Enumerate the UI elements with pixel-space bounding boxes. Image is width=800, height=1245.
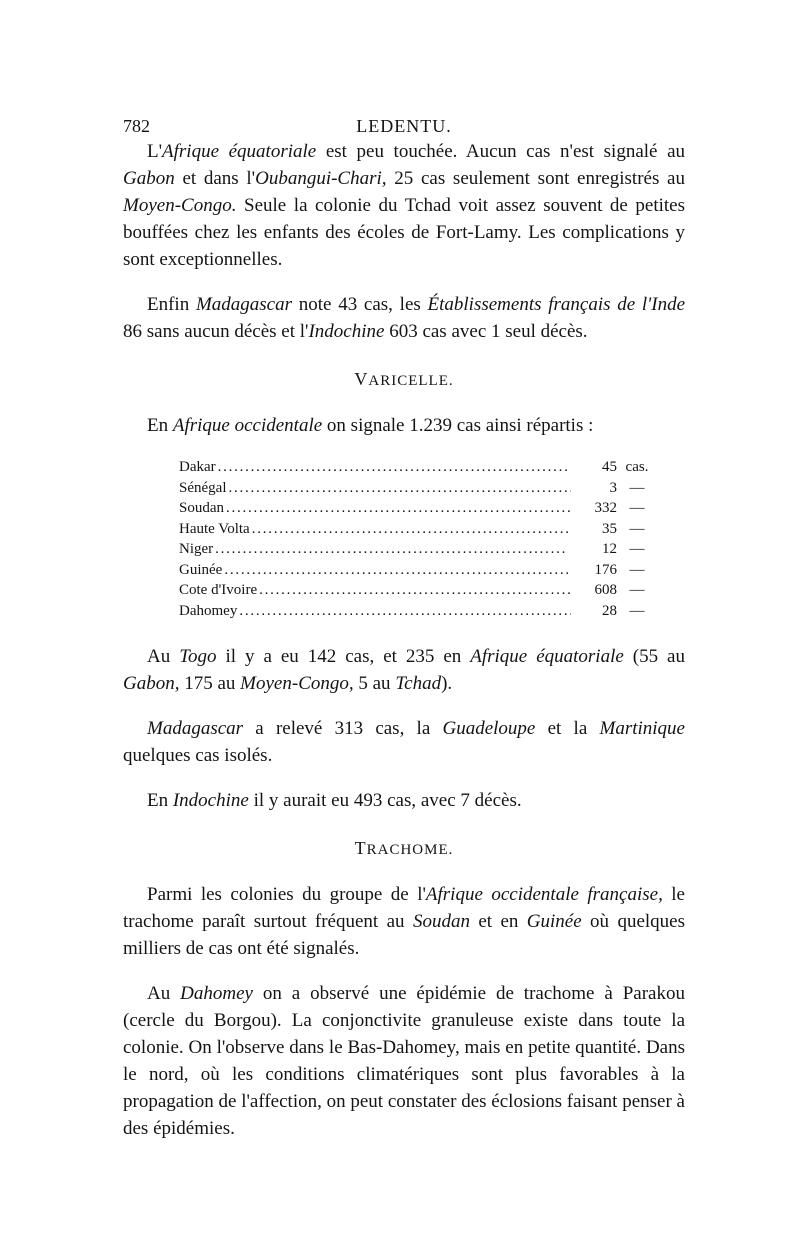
row-value: 332 [594, 500, 617, 516]
row-value: 176 [594, 561, 617, 578]
row-unit: cas. [625, 459, 649, 475]
running-title: LEDENTU. [356, 116, 452, 136]
table-row [179, 457, 657, 478]
row-name: Soudan [179, 500, 224, 516]
leader-dots [224, 560, 571, 581]
row-name: Cote d'Ivoire [179, 582, 258, 598]
row-value: 45 [602, 459, 617, 475]
row-value: 35 [602, 520, 617, 537]
paragraph-madagascar-inde-indochine: Enfin Madagascar note 43 cas, les Établissements français de l'Inde 86 sans aucun décès et l'Indochine 603 cas avec 1 seul décès. [123, 294, 685, 342]
row-value: 3 [609, 479, 617, 496]
table-row [179, 601, 657, 622]
leader-dots [252, 519, 571, 540]
row-name: Dakar [179, 459, 216, 475]
row-value: 12 [602, 541, 617, 557]
paragraph-afrique-equatoriale: L'Afrique équatoriale est peu touchée. Aucun cas n'est signalé au Gabon et dans l'Oubangui-Chari, 25 cas seulement sont enregistrés au Moyen-Congo. Seule la colonie du Tchad voit assez souvent de petites bouffées chez les enfants des écoles de Fort-Lamy. Les complications y sont exceptionnelles. [123, 141, 685, 270]
table-row [179, 498, 657, 519]
paragraph-dahomey: Au Dahomey on a observé une épidémie de trachome à Parakou (cercle du Borgou). La conjonctivite granuleuse existe dans toute la colonie. On l'observe dans le Bas-Dahomey, mais en petite quantité. Dans le nord, où les conditions climatériques sont plus favorables à la propagation de l'affection, on peut constater des éclosions faisant penser à des épidémies. [123, 983, 685, 1139]
row-unit: — [629, 582, 645, 598]
page-number: 782 [123, 116, 150, 136]
row-unit: — [629, 479, 645, 496]
row-unit: — [629, 561, 645, 578]
section-title-varicelle: VARICELLE. [354, 369, 454, 389]
row-name: Sénégal [179, 479, 227, 496]
paragraph-afrique-occidentale: En Afrique occidentale on signale 1.239 cas ainsi répartis : [147, 415, 594, 436]
row-name: Haute Volta [179, 520, 250, 537]
row-name: Niger [179, 541, 214, 557]
row-name: Dahomey [179, 602, 238, 619]
page-header [123, 112, 685, 138]
row-value: 28 [602, 602, 617, 619]
table-row [179, 539, 657, 560]
paragraph-trachome-aof: Parmi les colonies du groupe de l'Afrique occidentale française, le trachome paraît surtout fréquent au Soudan et en Guinée où quelques milliers de cas ont été signalés. [123, 884, 685, 959]
table-row [179, 580, 657, 601]
leader-dots [259, 580, 571, 601]
paragraph-togo: Au Togo il y a eu 142 cas, et 235 en Afrique équatoriale (55 au Gabon, 175 au Moyen-Congo, 5 au Tchad). [123, 646, 685, 694]
leader-dots [215, 539, 571, 560]
row-unit: — [629, 500, 645, 516]
row-value: 608 [594, 582, 617, 598]
row-unit: — [629, 541, 645, 557]
leader-dots [239, 601, 571, 622]
cases-table [179, 457, 657, 621]
leader-dots [228, 478, 571, 499]
page [123, 112, 685, 1160]
paragraph-madagascar-antilles: Madagascar a relevé 313 cas, la Guadeloupe et la Martinique quelques cas isolés. [123, 718, 685, 766]
table-row [179, 478, 657, 499]
table-row [179, 519, 657, 540]
section-title-trachome: TRACHOME. [354, 838, 454, 858]
paragraph-indochine: En Indochine il y aurait eu 493 cas, avec 7 décès. [147, 790, 522, 811]
row-name: Guinée [179, 561, 223, 578]
table-row [179, 560, 657, 581]
row-unit: — [629, 602, 645, 619]
row-unit: — [629, 520, 645, 537]
leader-dots [218, 457, 571, 478]
leader-dots [226, 498, 571, 519]
